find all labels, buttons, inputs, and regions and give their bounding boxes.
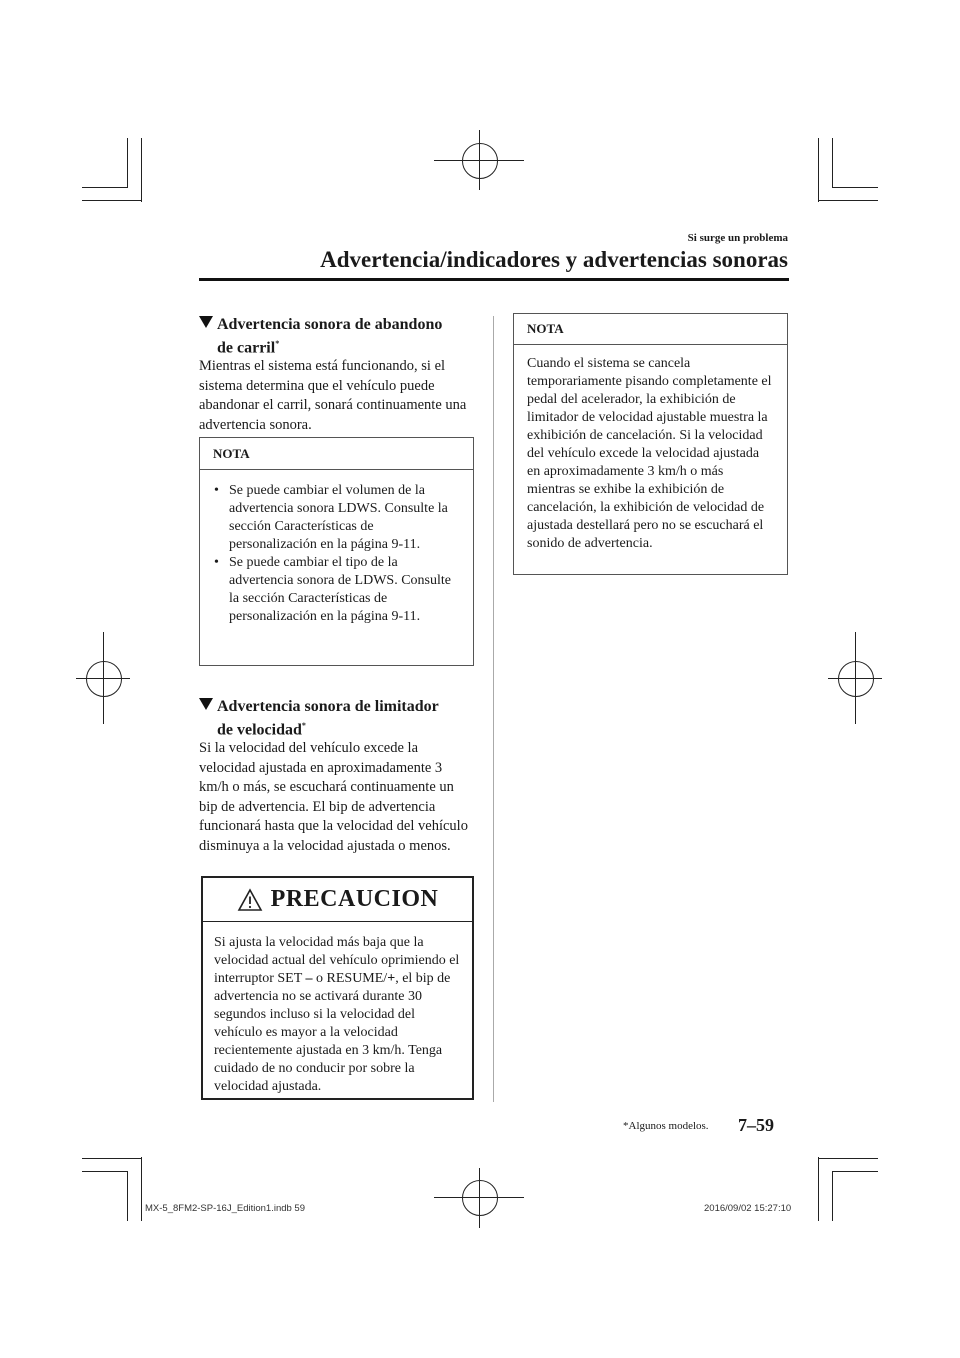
heading-line-1: Advertencia sonora de limitador: [217, 698, 439, 715]
page-number: 7–59: [738, 1115, 774, 1135]
note-bullet-type: • Se puede cambiar el tipo de la advertencia sonora de LDWS. Consulte la sección Características de personalización en la página 9-11.: [214, 555, 451, 624]
paragraph-lane-departure: Mientras el sistema está funcionando, si el sistema determina que el vehículo puede abandonar el carril, sonará continuamente una advertencia sonora.: [199, 358, 467, 433]
paragraph-speed-limiter: Si la velocidad del vehículo excede la velocidad ajustada en aproximadamente 3 km/h o más, se escuchará continuamente un bip de advertencia. El bip de advertencia funcionará hasta que la velocidad del vehículo disminuya a la velocidad ajustada o menos.: [199, 740, 468, 854]
minus-symbol: –: [305, 971, 313, 986]
column-divider: [493, 316, 494, 1102]
heading-line-2: de carril: [217, 339, 276, 357]
section-label: Si surge un problema: [687, 232, 788, 244]
note-title: NOTA: [200, 438, 473, 470]
imprint-date: 2016/09/02 15:27:10: [704, 1203, 792, 1214]
note-bullet-volume: • Se puede cambiar el volumen de la advertencia sonora LDWS. Consulte la sección Características de personalización en la página 9-11.: [214, 483, 448, 552]
heading-line-1: Advertencia sonora de abandono: [217, 316, 443, 333]
note-box-ldws: [199, 437, 474, 666]
warning-triangle-icon: [237, 888, 263, 912]
note-title: NOTA: [514, 314, 787, 345]
asterisk-mark: *: [275, 339, 280, 348]
imprint-file: MX-5_8FM2-SP-16J_Edition1.indb 59: [145, 1203, 306, 1214]
footnote: *Algunos modelos.: [623, 1120, 709, 1132]
triangle-bullet-icon: [199, 316, 213, 328]
heading-speed-limiter: [199, 697, 479, 739]
heading-lane-departure: [199, 315, 479, 357]
note-box-cancel: [513, 313, 788, 575]
caution-text: Si ajusta la velocidad más baja que la velocidad actual del vehículo oprimiendo el interruptor SET – o RESUME/+, el bip de advertencia no se activará durante 30 segundos incluso si la velocidad del vehículo es mayor a la velocidad recientemente ajustada en 3 km/h. Tenga cuidado de no conducir por sobre la velocidad ajustada.: [214, 935, 460, 1094]
page-title: Advertencia/indicadores y advertencias sonoras: [320, 247, 788, 272]
note-text: Cuando el sistema se cancela temporariamente pisando completamente el pedal del acelerador, la exhibición de limitador de velocidad ajustable muestra la exhibición de cancelación. Si la velocidad del vehículo excede la velocidad ajustada en aproximadamente 3 km/h o más mientras se exhibe la exhibición de cancelación, la exhibición de velocidad de ajustada destellará pero no se escuchará el sonido de advertencia.: [527, 356, 772, 551]
header-rule: [199, 278, 789, 281]
plus-symbol: +: [387, 971, 396, 986]
triangle-bullet-icon: [199, 698, 213, 710]
caution-title: PRECAUCION: [270, 886, 439, 912]
caution-box: [201, 876, 474, 1100]
asterisk-mark: *: [301, 721, 306, 730]
heading-line-2: de velocidad: [217, 721, 302, 739]
